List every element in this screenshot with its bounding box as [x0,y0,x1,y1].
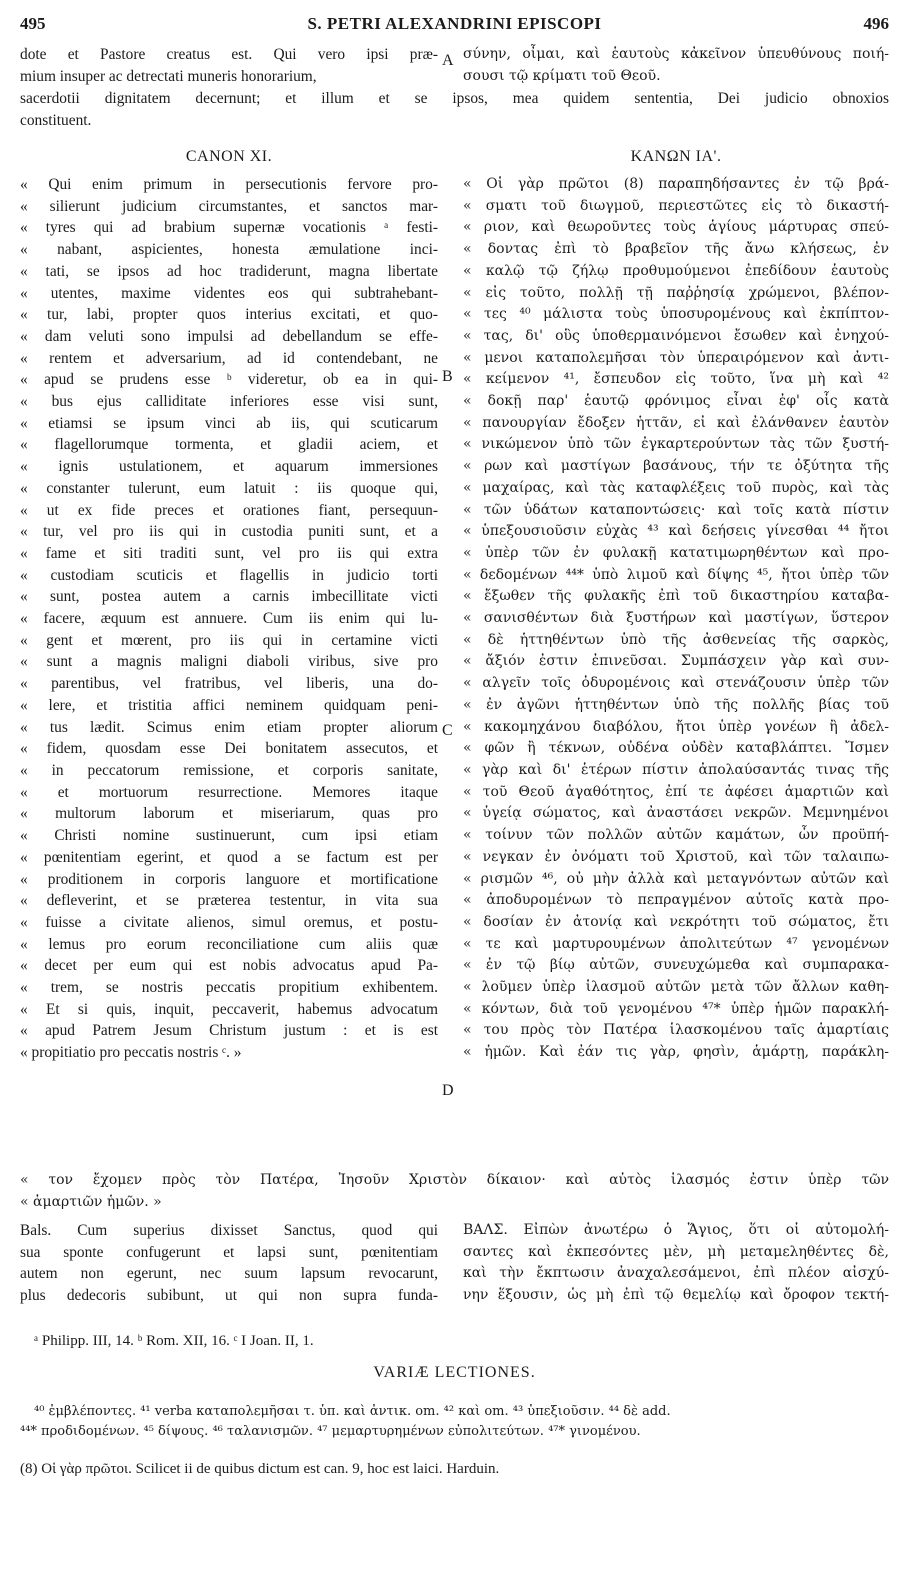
text-line: « δεδομένων ⁴⁴* ὑπὸ λιμοῦ καὶ δίψης ⁴⁵, ἤτοι ὑπὲρ τῶν [463,566,889,583]
balsamon-greek [463,1220,889,1307]
latin-canon-heading: CANON XI. [185,148,273,165]
balsamon-latin [20,1220,438,1307]
text-line: « ὑπεξουσιοῦσιν εὐχὰς ⁴³ καὶ δεήσεις γίνεσθαι ⁴⁴ ἤτοι [463,523,889,540]
text-line: « gent et mœrent, pro iis qui in certamine victi [20,631,438,649]
text-line: « propitiatio pro peccatis nostris ᶜ. » [20,1044,242,1062]
text-line: « fame et siti traditi sunt, vel pro iis qui extra [20,544,438,562]
text-line: « λοῦμεν ὑπὲρ ἱλασμοῦ αὐτῶν μετὰ τῶν ἄλλων καθη- [463,979,889,996]
text-line: « μενοι καταπολεμῆσαι τὸν ὑπεραιρόμενον καὶ ἀντι- [463,349,889,366]
harduin-note: (8) Οἱ γὰρ πρῶτοι. Scilicet ii de quibus dictum est can. 9, hoc est laici. Harduin. [20,1461,500,1477]
text-line: « Et si quis, inquit, peccaverit, habemus advocatum [20,1000,438,1018]
text-line: « in peccatorum remissione, et corporis sanitate, [20,761,438,779]
text-line: « τε καὶ μαρτυρουμένων ἀπολιτεύτων ⁴⁷ γενομένων [463,935,889,952]
text-line: « αλγεῖν τοῖς ὀδυρομένοις καὶ στενάζουσιν ὑπὲρ τῶν [463,675,889,692]
text-line: dote et Pastore creatus est. Qui vero ipsi præ- [20,46,438,63]
text-line: « ἀποδυρομένων τὸ πεπραγμένον αὐτοῖς κατὰ προ- [463,892,889,909]
text-line: « Qui enim primum in persecutionis fervore pro- [20,176,438,193]
text-line: σύνην, οἶμαι, καὶ ἑαυτοὺς κἀκεῖνον ὑπευθύνους ποιή- [463,46,889,62]
text-line: « et mortuorum resurrectione. Memores itaque [20,783,438,801]
text-line: « τῶν ὑδάτων καταποντώσεις· καὶ τοῖς κατὰ πίστιν [463,501,889,518]
text-line: « nabant, aspicientes, honesta æmulatione inci- [20,241,438,259]
text-line: « tur, labi, propter quos interius excitati, et quo- [20,306,438,324]
text-line: σουσι τῷ κρίματι τοῦ Θεοῦ. [463,67,661,84]
text-line: « sunt a magnis maligni diaboli viribus, sive pro [20,653,438,671]
text-line: « facere, æquum est annuere. Cum iis enim qui lu- [20,610,438,628]
text-line: plus dedecoris subibunt, ut qui non supra funda- [20,1287,438,1305]
text-line: « defleverint, et se præterea testentur, in vita sua [20,892,438,910]
text-line: « sunt, postea autem a carnis imbecillitate victi [20,588,438,606]
text-line: « κείμενον ⁴¹, ἔσπευδον εἰς τοῦτο, ἵνα μὴ καὶ ⁴² [463,371,889,388]
text-line: « σματι τοῦ διωγμοῦ, περιεστῶτες εἰς τὸ δικαστή- [463,197,889,214]
left-page-number: 495 [20,14,46,33]
text-line: « parentibus, vel fratribus, vel liberis, una do- [20,675,438,693]
variae-lectiones-heading: VARIÆ LECTIONES. [373,1364,536,1381]
text-line: « φῶν ἢ τέκνων, οὐδένα οὐδὲν καταβλάπτει. Ἴσμεν [463,740,889,757]
text-line: sacerdotii dignitatem decernunt; et illum et se ipsos, mea quidem sententia, Dei judicio obnoxios [20,90,889,107]
text-line: « σανισθέντων διὰ ξυστήρων καὶ μαστίγων, ὕστερον [463,610,889,627]
variant-reading-line: ⁴⁰ ἐμβλέποντες. ⁴¹ verba καταπολεμῆσαι τ. ὑπ. καὶ ἀντικ. om. ⁴² καὶ om. ⁴³ ὑπεξιοῦσιν. ⁴⁴ δὲ add. [34,1404,671,1419]
greek-canon-heading: ΚΑΝΩΝ ΙΑ'. [630,148,722,165]
text-line: « τον ἔχομεν πρὸς τὸν Πατέρα, Ἰησοῦν Χριστὸν δίκαιον· καὶ αὐτὸς ἱλασμός ἐστιν ὑπὲρ τῶν [20,1172,889,1188]
text-line: « κόντων, διὰ τοῦ γενομένου ⁴⁷* ὑπὲρ ἡμῶν παρακλή- [463,1000,889,1017]
text-line: sua sponte confugerunt et lapsi sunt, pœnitentiam [20,1243,438,1261]
text-line: « bus ejus calliditate inferiores esse visi sunt, [20,393,438,411]
text-line: « ignis ustulationem, et aquarum immersiones [20,458,438,476]
text-line: « ὑπὲρ τῶν ἐν φυλακῇ κατατιμωρηθέντων καὶ προ- [463,544,889,561]
latin-canon-text [20,174,438,1064]
text-line: « etiamsi se ipsum vinci ab iis, qui scuticarum [20,414,438,432]
text-line: « ut ex fide preces et orationes fiant, persequun- [20,501,438,519]
running-title: S. PETRI ALEXANDRINI EPISCOPI [307,14,602,33]
column-mark-a: A [442,52,454,69]
text-line: « trem, se nostris peccatis propitium exhibentem. [20,979,438,997]
text-line: « multorum laborum et miseriarum, quas pro [20,805,438,823]
text-line: « ἐν τῷ βίῳ αὐτῶν, συνευχώμεθα καὶ συμπαρακα- [463,957,889,974]
text-line: « δοκῇ παρ' ἑαυτῷ φρόνιμος εἶναι ἐφ' οἷς κατὰ [463,393,889,410]
text-line: νην ἕξουσιν, ὡς μὴ ἐπὶ τῷ θεμελίῳ καὶ ὄροφον τεκτή- [463,1287,889,1304]
text-line: « dam veluti sono impulsi ad debellandum se effe- [20,327,438,345]
text-line: « pœnitentiam egerint, et quod a se factum est per [20,848,438,866]
text-line: « ἡμῶν. Καὶ ἐάν τις γὰρ, φησὶν, ἁμάρτῃ, παράκλη- [463,1044,889,1061]
text-line: « tur, vel pro iis qui in custodia puniti sunt, et a [20,523,438,541]
text-line: mium insuper ac detrectati muneris honorarium, [20,67,317,85]
text-line: « rentem et adversarium, ad id contendebant, ne [20,349,438,367]
text-line: « νεγκαν ἐν ὀνόματι τοῦ Χριστοῦ, καὶ τῶν ταλαιπω- [463,848,889,865]
text-line: « lere, et tristitia affici neminem quidquam peni- [20,696,438,714]
text-line: « ἔξωθεν τῆς φυλακῆς ἐπὶ τοῦ δικαστηρίου καταβα- [463,588,889,605]
text-line: « proditionem in corporis languore et mortificatione [20,870,438,888]
text-line: ΒΑΛΣ. Εἰπὼν ἀνωτέρω ὁ Ἅγιος, ὅτι οἱ αὐτομολή- [463,1222,889,1238]
text-line: « ἁμαρτιῶν ἡμῶν. » [20,1193,162,1210]
text-line: « ὑγείᾳ σώματος, καὶ ἀναστάσει νεκρῶν. Μεμνημένοι [463,805,889,822]
top-greek-block [463,44,889,87]
text-line: « fidem, quosdam esse Dei bonitatem assecutos, et [20,740,438,758]
top-latin-block [20,44,438,87]
text-line: « utentes, maxime videntes eos qui subtrahebant- [20,284,438,302]
text-line: « constanter tulerunt, eum latuit : iis quoque qui, [20,479,438,497]
text-line: « tati, se ipsos ad hoc tradiderunt, magna libertate [20,262,438,280]
text-line: « γὰρ καὶ δι' ἑτέρων πίστιν ἀπολαύσαντάς τινας τῆς [463,761,889,778]
text-line: « flagellorumque tormenta, et gladii aciem, et [20,436,438,454]
top-full-block [20,88,889,131]
column-mark-c: C [442,722,453,739]
text-line: constituent. [20,111,92,129]
variant-reading-line: ⁴⁴* προδιδομένων. ⁴⁵ δίψους. ⁴⁶ ταλανισμῶν. ⁴⁷ μεμαρτυρημένων εὐπολιτεύτων. ⁴⁷* γινομένου. [20,1424,641,1439]
text-line: « silierunt judicium circumstantes, et sanctos mar- [20,197,438,215]
text-line: « δοσίαν ἐν ἀτονίᾳ καὶ νεκρότητι τοῦ σώματος, ἔτι [463,913,889,930]
text-line: autem non egerunt, nec suum lapsum revocarunt, [20,1265,438,1283]
text-line: σαντες καὶ ἐκπεσόντες μὲν, μὴ μεταμεληθέντες δὲ, [463,1243,889,1260]
footnotes: ᵃ Philipp. III, 14. ᵇ Rom. XII, 16. ᶜ I Joan. II, 1. [34,1333,314,1349]
text-line: « ἄξιόν ἐστιν ἐπινεῦσαι. Συμπάσχειν γὰρ καὶ συν- [463,653,889,670]
text-line: « δὲ ἡττηθέντων ὑπὸ τῆς ἀσθενείας τῆς σαρκὸς, [463,631,889,648]
text-line: « καλῷ τῷ ζήλῳ προθυμούμενοι ἐπεδίδουν ἑαυτοὺς [463,262,889,279]
greek-canon-text [463,174,889,1064]
text-line: « τας, δι' οὓς ὑποθερμαινόμενοι ἔσωθεν καὶ ἐνηχού- [463,327,889,344]
text-line: « apud se prudens esse ᵇ videretur, ob ea in qui- [20,371,438,389]
column-mark-b: B [442,368,453,385]
text-line: « apud Patrem Jesum Christum justum : et is est [20,1022,438,1040]
text-line: « Οἱ γὰρ πρῶτοι (8) παραπηδήσαντες ἐν τῷ βρά- [463,176,889,192]
text-line: « ριον, καὶ θεωροῦντες τοὺς ἁγίους μάρτυρας σπεύ- [463,219,889,236]
text-line: « lemus pro eorum reconciliatione cum aliis quæ [20,935,438,953]
text-line: « fuisse a civitate alienos, simul oremus, et postu- [20,913,438,931]
text-line: « ρισμῶν ⁴⁶, οὐ μὴν ἀλλὰ καὶ μεταγνόντων αὐτῶν καὶ [463,870,889,887]
canon-closing [20,1170,889,1213]
column-mark-d: D [442,1082,454,1099]
text-line: « εἰς τοῦτο, πολλῇ τῇ παῤῥησίᾳ χρώμενοι, βλέπον- [463,284,889,301]
text-line: « μαχαίρας, καὶ τὰς καταφλέξεις τοῦ πυρὸς, καὶ τὰς [463,479,889,496]
text-line: « πανουργίαν ἔδοξεν ἡττᾶν, εἰ καὶ ἐλάνθανεν ἑαυτὸν [463,414,889,431]
text-line: « Christi nomine sustinuerunt, cum ipsi etiam [20,827,438,845]
text-line: « custodiam scuticis et flagellis in judicio torti [20,566,438,584]
text-line: « decet per eum qui est nobis advocatus apud Pa- [20,957,438,975]
text-line: καὶ τὴν ἔκπτωσιν ἀναχαλεσάμενοι, ἐπὶ πλέον αἰσχύ- [463,1265,889,1282]
text-line: « τοίνυν τῶν πολλῶν αὐτῶν καμάτων, ὧν προϋπή- [463,827,889,844]
text-line: « δοντας ἐπὶ τὸ βραβεῖον τῆς ἄνω κλήσεως, ἐν [463,241,889,258]
text-line: « tus lædit. Scimus enim etiam propter aliorum [20,718,438,736]
text-line: « ρων καὶ μαστίγων βασάνους, τήν τε ὀξύτητα τῆς [463,458,889,475]
text-line: « νικώμενον ὑπὸ τῶν ἐγκαρτερούντων τὰς τῶν ξυστή- [463,436,889,453]
text-line: « tyres qui ad brabium supernæ vocationis ᵃ festi- [20,219,438,237]
text-line: Bals. Cum superius dixisset Sanctus, quod qui [20,1222,438,1239]
text-line: « του πρὸς τὸν Πατέρα ἱλασκομένου ταῖς ἁμαρτίαις [463,1022,889,1039]
text-line: « κακομηχάνου διαβόλου, ἤτοι ὑπὲρ γονέων ἢ ἀδελ- [463,718,889,735]
text-line: « τες ⁴⁰ μάλιστα τοὺς ὑποσυρομένους καὶ ἐκπίπτον- [463,306,889,323]
right-page-number: 496 [863,14,889,33]
text-line: « τοῦ Θεοῦ ἀγαθότητος, ἐπί τε ἀφέσει ἁμαρτιῶν καὶ [463,783,889,800]
text-line: « ἐν ἀγῶνι ἡττηθέντων ὑπὸ τῆς πολλῆς βίας τοῦ [463,696,889,713]
